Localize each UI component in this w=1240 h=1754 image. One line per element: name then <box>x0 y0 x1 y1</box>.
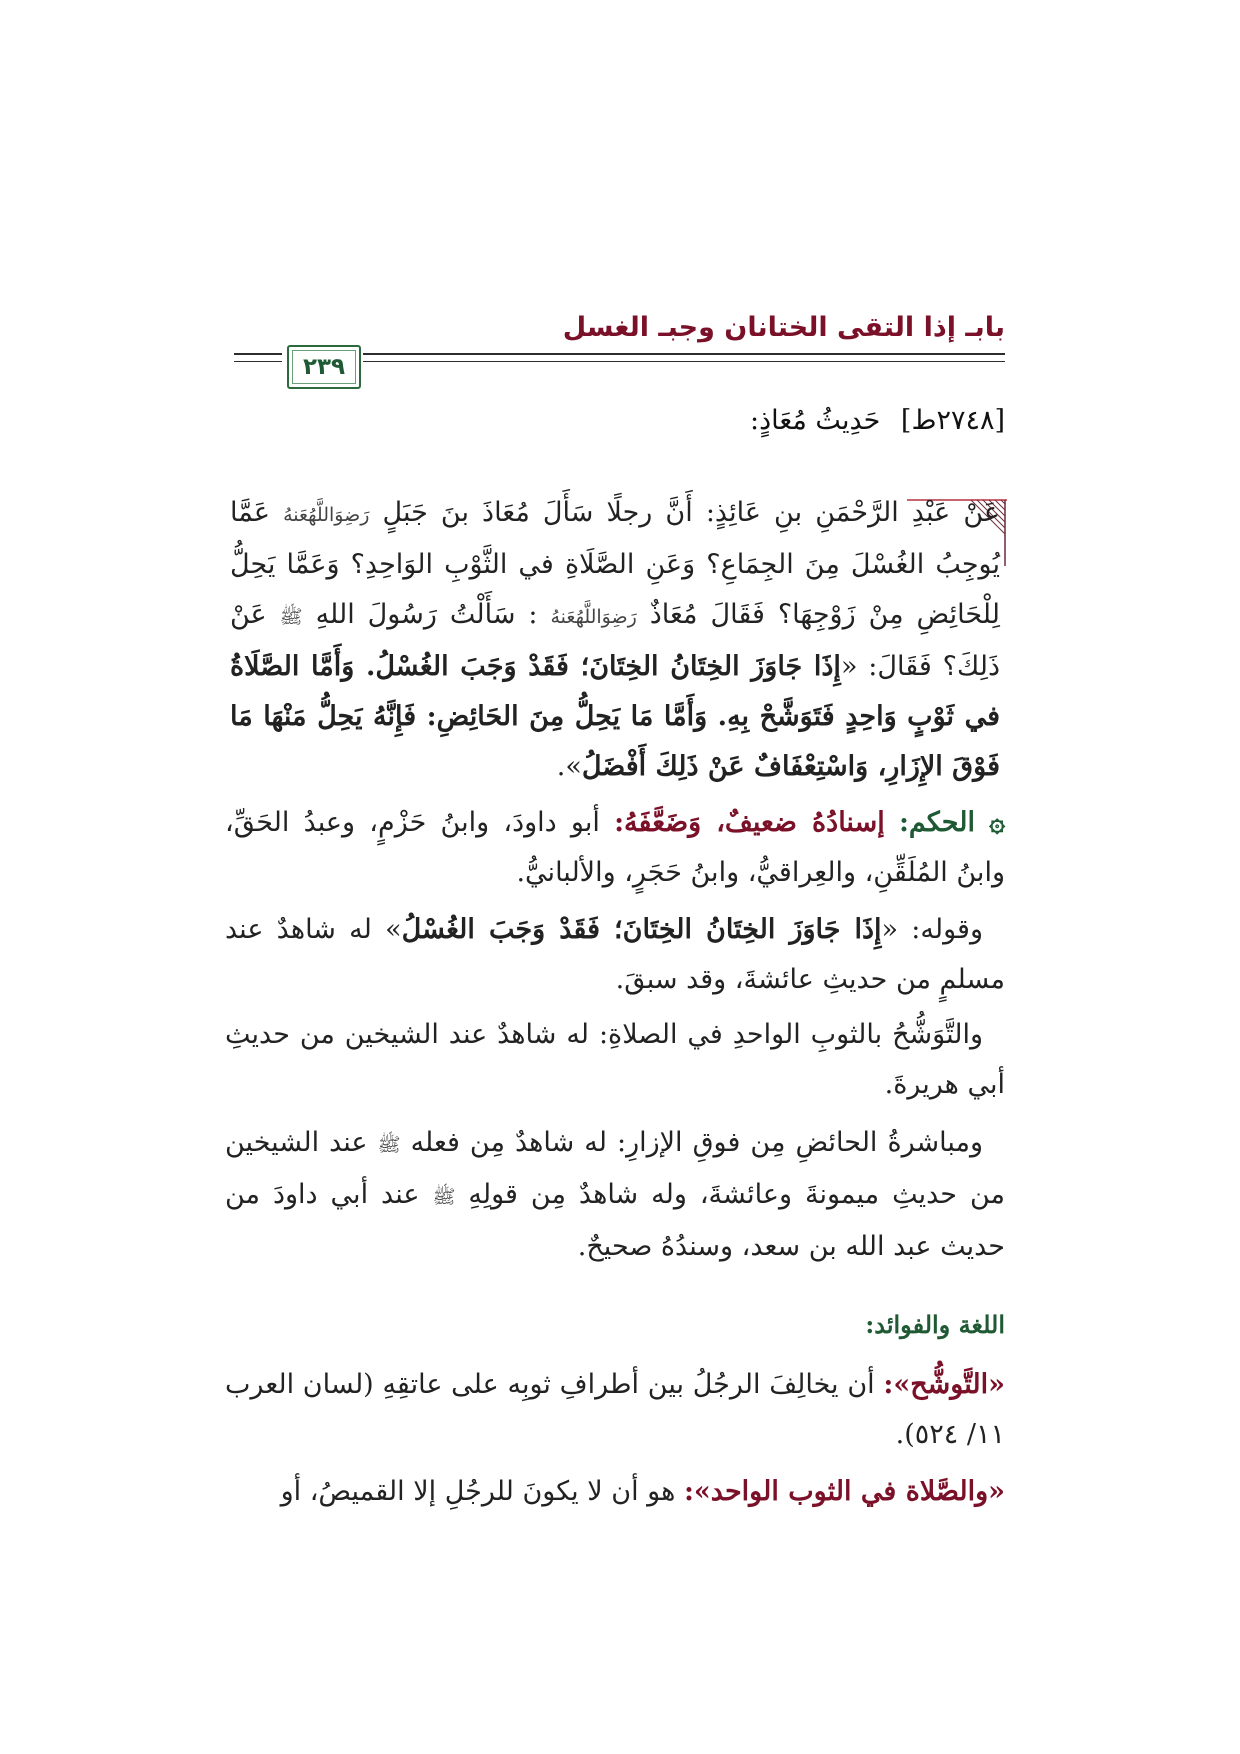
hadith-title: حَدِيثُ مُعَاذٍ: <box>750 405 881 436</box>
paragraph-2-text: والتَّوَشُّحُ بالثوبِ الواحدِ في الصلاةِ: له شاهدٌ عند الشيخين من حديثِ أبي هريرةَ. <box>225 1019 1005 1100</box>
hadith-text <box>230 488 1000 792</box>
glossary-entry-1 <box>225 1360 1005 1460</box>
hadith-text-4: عَنْ ذَلِكَ؟ فَقَالَ: « <box>230 599 1000 682</box>
salawat-ligature: ﷺ <box>279 606 303 628</box>
hadith-heading <box>750 405 1005 436</box>
hadith-quote-bold: إِذَا جَاوَزَ الخِتَانُ الخِتَانَ؛ فَقَدْ وَجَبَ الغُسْلُ. وَأَمَّا الصَّلَاةُ في ثَوْبٍ وَاحِدٍ فَتَوَشَّحْ بِهِ. وَأَمَّا مَا يَحِلُّ مِنَ الحَائِضِ: فَإِنَّهُ يَحِلُّ مَنْهَا مَا فَوْقَ الإِزَارِ، وَاسْتِعْفَافٌ عَنْ ذَلِكَ أَفْضَلُ <box>230 651 1000 782</box>
ruling-verdict: إسنادُهُ ضعيفٌ، وَضَعَّفَهُ: <box>614 807 885 838</box>
paragraph-3 <box>225 1118 1005 1272</box>
paragraph-1-a: وقوله: « <box>881 914 983 945</box>
salawat-ligature: ﷺ <box>432 1186 456 1208</box>
ruling-marker-icon: ۞ <box>989 807 1006 838</box>
hadith-text-2: عَمَّا يُوجِبُ الغُسْلَ مِنَ الجِمَاعِ؟ وَعَنِ الصَّلَاةِ في الثَّوْبِ الوَاحِدِ؟ وَعَمَّا يَحِلُّ لِلْحَائِضِ مِنْ زَوْجِهَا؟ فَقَالَ مُعَاذٌ <box>230 497 1000 630</box>
paragraph-3-b: عند الشيخين من حديثِ ميمونةَ وعائشةَ، وله شاهدٌ مِن قولِهِ <box>225 1127 1005 1210</box>
glossary-text-2: هو أن لا يكونَ للرجُلِ إلا القميصُ، أو <box>280 1476 676 1507</box>
hadith-text-end: ». <box>556 751 582 782</box>
paragraph-1 <box>225 905 1005 1005</box>
honorific-ligature: رَضِوَاللَّهُعَنهُ <box>283 504 370 526</box>
page-number: ٢٣٩ <box>287 345 361 389</box>
header-rule-left-2 <box>234 361 282 362</box>
paragraph-3-c: عند أبي داودَ من حديث عبد الله بن سعد، وسندُهُ صحيحٌ. <box>225 1179 1005 1262</box>
ruling-paragraph <box>225 798 1005 898</box>
glossary-text-1: أن يخالِفَ الرجُلُ بين أطرافِ ثوبِه على عاتقِهِ (لسان العرب ١١/ ٥٢٤). <box>225 1369 1005 1450</box>
chapter-title: بابـ إذا التقى الختانان وجبـ الغسل <box>562 312 1005 343</box>
ruling-text: أبو داودَ، وابنُ حَزْمٍ، وعبدُ الحَقِّ، وابنُ المُلَقِّنِ، والعِراقيُّ، وابنُ حَجَرٍ، والألبانيُّ. <box>225 807 1005 888</box>
glossary-entry-2 <box>225 1467 1005 1517</box>
glossary-term-2: «والصَّلاة في الثوب الواحد»: <box>683 1476 1005 1507</box>
paragraph-1-b: » له شاهدٌ عند مسلمٍ من حديثِ عائشةَ، وقد سبقَ. <box>225 914 1005 995</box>
hadith-number: [٢٧٤٨ط] <box>900 405 1005 436</box>
paragraph-1-quote: إِذَا جَاوَزَ الخِتَانُ الخِتَانَ؛ فَقَدْ وَجَبَ الغُسْلُ <box>401 914 882 945</box>
paragraph-2 <box>225 1010 1005 1110</box>
hadith-text-1: عَنْ عَبْدِ الرَّحْمَنِ بنِ عَائِذٍ: أَنَّ رجلًا سَأَلَ مُعَاذَ بنَ جَبَلٍ <box>382 497 1000 528</box>
header-rule-right-2 <box>363 361 1005 362</box>
header-rule-right <box>363 353 1005 355</box>
honorific-ligature: رَضِوَاللَّهُعَنهُ <box>550 606 637 628</box>
glossary-term-1: «التَّوشُّح»: <box>883 1369 1005 1400</box>
ruling-label: الحكم: <box>898 807 975 838</box>
paragraph-3-a: ومباشرةُ الحائضِ مِن فوقِ الإزارِ: له شاهدٌ مِن فعله <box>410 1127 983 1158</box>
header-rule-left <box>234 353 282 355</box>
salawat-ligature: ﷺ <box>377 1134 401 1156</box>
glossary-heading: اللغة والفوائد: <box>865 1310 1005 1339</box>
hadith-text-3: : سَأَلْتُ رَسُولَ اللهِ <box>315 599 538 630</box>
